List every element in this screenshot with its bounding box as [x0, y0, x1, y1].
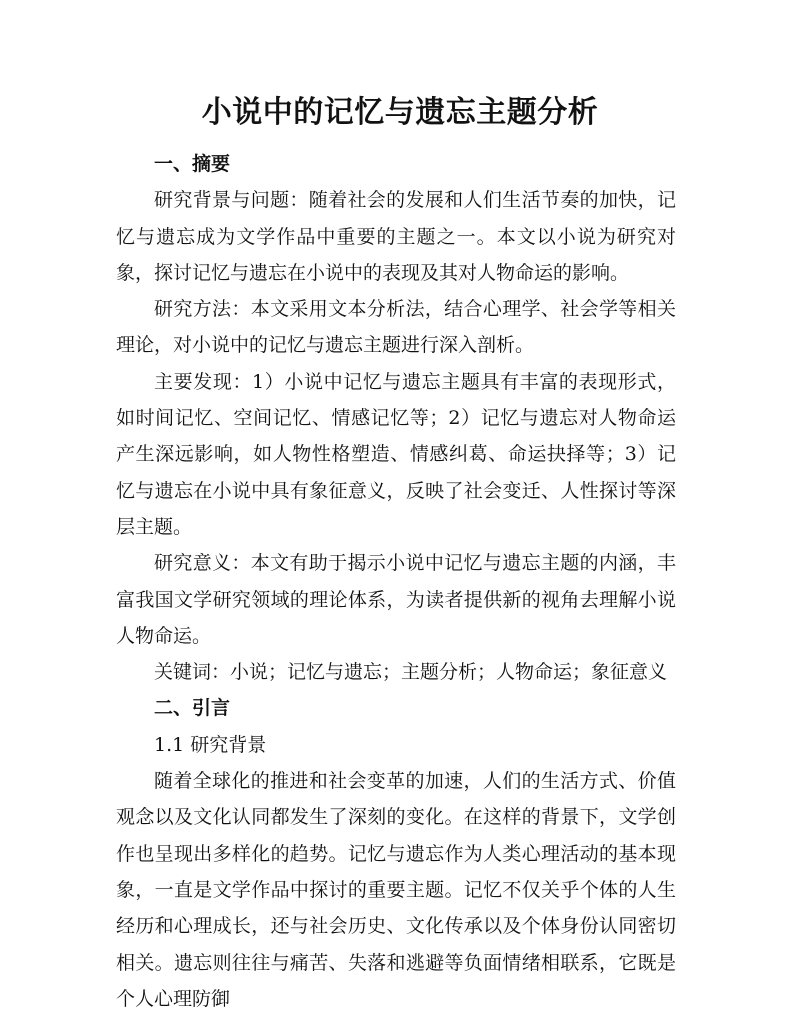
subsection-heading-1-1: 1.1 研究背景	[154, 733, 267, 756]
page-title: 小说中的记忆与遗忘主题分析	[201, 95, 599, 130]
intro-heading: 二、引言	[154, 697, 231, 720]
abstract-heading: 一、摘要	[154, 153, 231, 175]
intro-background-paragraph: 随着全球化的推进和社会变革的加速，人们的生活方式、价值观念以及文化认同都发生了深刻的变化。在这样的背景下，文学创作也呈现出多样化的趋势。记忆与遗忘作为人类心理活动的基本现象，一直是文学作品中探讨的重要主题。记忆不仅关乎个体的人生经历和心理成长，还与社会历史、文化传承以及个体身份认同密切相关。遗忘则往往与痛苦、失落和逃避等负面情绪相联系，它既是个人心理防御	[116, 770, 676, 1010]
keywords-line: 关键词：小说；记忆与遗忘；主题分析；人物命运；象征意义	[154, 661, 668, 684]
abstract-method-paragraph: 研究方法：本文采用文本分析法，结合心理学、社会学等相关理论，对小说中的记忆与遗忘主题进行深入剖析。	[116, 298, 676, 357]
document-body	[116, 146, 676, 1017]
abstract-significance-paragraph: 研究意义：本文有助于揭示小说中记忆与遗忘主题的内涵，丰富我国文学研究领域的理论体系，为读者提供新的视角去理解小说人物命运。	[116, 552, 676, 647]
abstract-background-paragraph: 研究背景与问题：随着社会的发展和人们生活节奏的加快，记忆与遗忘成为文学作品中重要的主题之一。本文以小说为研究对象，探讨记忆与遗忘在小说中的表现及其对人物命运的影响。	[116, 189, 676, 284]
abstract-findings-paragraph: 主要发现：1）小说中记忆与遗忘主题具有丰富的表现形式，如时间记忆、空间记忆、情感记忆等；2）记忆与遗忘对人物命运产生深远影响，如人物性格塑造、情感纠葛、命运抉择等；3）记忆与遗忘在小说中具有象征意义，反映了社会变迁、人性探讨等深层主题。	[116, 370, 676, 538]
